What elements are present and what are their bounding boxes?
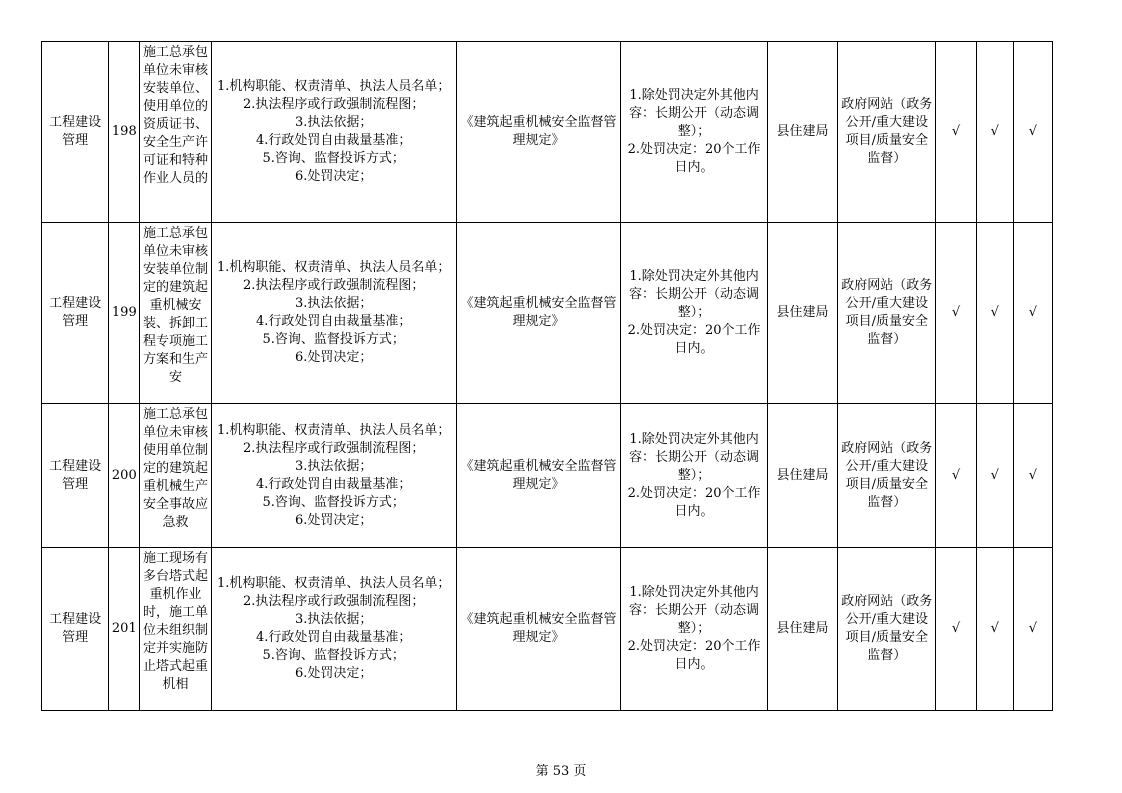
channel-cell: 政府网站（政务公开/重大建设项目/质量安全监督） bbox=[838, 42, 936, 223]
content-line: 4.行政处罚自由裁量基准； bbox=[255, 314, 412, 329]
check-mark-1: √ bbox=[936, 223, 976, 404]
number-cell: 198 bbox=[109, 42, 140, 223]
content-cell bbox=[211, 42, 456, 223]
time-cell bbox=[621, 223, 768, 404]
content-line: 5.咨询、监督投诉方式； bbox=[262, 332, 405, 347]
content-line: 5.咨询、监督投诉方式； bbox=[262, 151, 405, 166]
content-line: 4.行政处罚自由裁量基准； bbox=[255, 476, 412, 492]
table-row bbox=[42, 42, 1053, 223]
time-cell bbox=[621, 548, 768, 711]
table-row bbox=[42, 548, 1053, 711]
table-row bbox=[42, 404, 1053, 548]
content-cell bbox=[211, 548, 456, 711]
item-cell bbox=[140, 223, 211, 404]
channel-cell: 政府网站（政务公开/重大建设项目/质量安全监督） bbox=[838, 404, 936, 548]
item-text: 施工现场有多台塔式起重机作业时，施工单位未组织制定并实施防止塔式起重机相 bbox=[143, 550, 209, 692]
check-mark-3: √ bbox=[1013, 548, 1052, 711]
content-line: 2.执法程序或行政强制流程图； bbox=[242, 440, 425, 456]
time-line: 1.除处罚决定外其他内容：长期公开（动态调整）； bbox=[629, 585, 760, 636]
check-mark-1: √ bbox=[936, 548, 976, 711]
category-cell: 工程建设管理 bbox=[42, 404, 109, 548]
content-line: 1.机构职能、权责清单、执法人员名单； bbox=[216, 422, 451, 438]
content-line: 3.执法依据； bbox=[294, 458, 373, 474]
content-line: 1.机构职能、权责清单、执法人员名单； bbox=[216, 79, 451, 94]
page-number: 第 53 页 bbox=[535, 764, 587, 779]
time-line: 1.除处罚决定外其他内容：长期公开（动态调整）； bbox=[629, 431, 760, 483]
category-cell: 工程建设管理 bbox=[42, 223, 109, 404]
time-line: 1.除处罚决定外其他内容：长期公开（动态调整）； bbox=[629, 269, 760, 320]
item-cell bbox=[140, 548, 211, 711]
check-mark-2: √ bbox=[976, 404, 1013, 548]
content-line: 6.处罚决定； bbox=[294, 350, 373, 365]
content-line: 5.咨询、监督投诉方式； bbox=[262, 494, 405, 510]
item-text: 施工总承包单位未审核使用单位制定的建筑起重机械生产安全事故应急救 bbox=[143, 406, 209, 530]
content-line: 1.机构职能、权责清单、执法人员名单； bbox=[216, 576, 451, 591]
number-cell: 199 bbox=[109, 223, 140, 404]
subject-cell: 县住建局 bbox=[767, 223, 837, 404]
basis-cell: 《建筑起重机械安全监督管理规定》 bbox=[456, 42, 621, 223]
content-line: 6.处罚决定； bbox=[294, 666, 373, 681]
check-mark-3: √ bbox=[1013, 42, 1052, 223]
time-line: 1.除处罚决定外其他内容：长期公开（动态调整）； bbox=[629, 88, 760, 139]
basis-cell: 《建筑起重机械安全监督管理规定》 bbox=[456, 223, 621, 404]
content-line: 4.行政处罚自由裁量基准； bbox=[255, 133, 412, 148]
content-line: 2.执法程序或行政强制流程图； bbox=[242, 594, 425, 609]
content-line: 4.行政处罚自由裁量基准； bbox=[255, 630, 412, 645]
check-mark-2: √ bbox=[976, 42, 1013, 223]
content-line: 2.执法程序或行政强制流程图； bbox=[242, 278, 425, 293]
category-cell: 工程建设管理 bbox=[42, 548, 109, 711]
check-mark-3: √ bbox=[1013, 223, 1052, 404]
time-line: 2.处罚决定：20个工作日内。 bbox=[627, 639, 761, 672]
content-line: 5.咨询、监督投诉方式； bbox=[262, 648, 405, 663]
time-line: 2.处罚决定：20个工作日内。 bbox=[627, 142, 761, 175]
category-cell: 工程建设管理 bbox=[42, 42, 109, 223]
subject-cell: 县住建局 bbox=[767, 42, 837, 223]
disclosure-table bbox=[41, 41, 1053, 711]
item-text: 施工总承包单位未审核安装单位制定的建筑起重机械安装、拆卸工程专项施工方案和生产安 bbox=[143, 226, 209, 385]
number-cell: 200 bbox=[109, 404, 140, 548]
time-line: 2.处罚决定：20个工作日内。 bbox=[627, 323, 761, 356]
table-row bbox=[42, 223, 1053, 404]
item-cell bbox=[140, 42, 211, 223]
content-cell bbox=[211, 404, 456, 548]
item-text: 施工总承包单位未审核安装单位、使用单位的资质证书、安全生产许可证和特种作业人员的 bbox=[143, 45, 209, 186]
item-cell bbox=[140, 404, 211, 548]
content-line: 3.执法依据； bbox=[294, 612, 373, 627]
content-line: 3.执法依据； bbox=[294, 296, 373, 311]
time-cell bbox=[621, 42, 768, 223]
content-line: 6.处罚决定； bbox=[294, 512, 373, 528]
check-mark-2: √ bbox=[976, 548, 1013, 711]
content-line: 1.机构职能、权责清单、执法人员名单； bbox=[216, 260, 451, 275]
time-line: 2.处罚决定：20个工作日内。 bbox=[627, 485, 761, 519]
channel-cell: 政府网站（政务公开/重大建设项目/质量安全监督） bbox=[838, 223, 936, 404]
subject-cell: 县住建局 bbox=[767, 404, 837, 548]
basis-cell: 《建筑起重机械安全监督管理规定》 bbox=[456, 404, 621, 548]
check-mark-1: √ bbox=[936, 42, 976, 223]
content-line: 3.执法依据； bbox=[294, 115, 373, 130]
check-mark-2: √ bbox=[976, 223, 1013, 404]
channel-cell: 政府网站（政务公开/重大建设项目/质量安全监督） bbox=[838, 548, 936, 711]
check-mark-3: √ bbox=[1013, 404, 1052, 548]
subject-cell: 县住建局 bbox=[767, 548, 837, 711]
check-mark-1: √ bbox=[936, 404, 976, 548]
time-cell bbox=[621, 404, 768, 548]
basis-cell: 《建筑起重机械安全监督管理规定》 bbox=[456, 548, 621, 711]
number-cell: 201 bbox=[109, 548, 140, 711]
content-line: 6.处罚决定； bbox=[294, 169, 373, 184]
content-cell bbox=[211, 223, 456, 404]
content-line: 2.执法程序或行政强制流程图； bbox=[242, 97, 425, 112]
